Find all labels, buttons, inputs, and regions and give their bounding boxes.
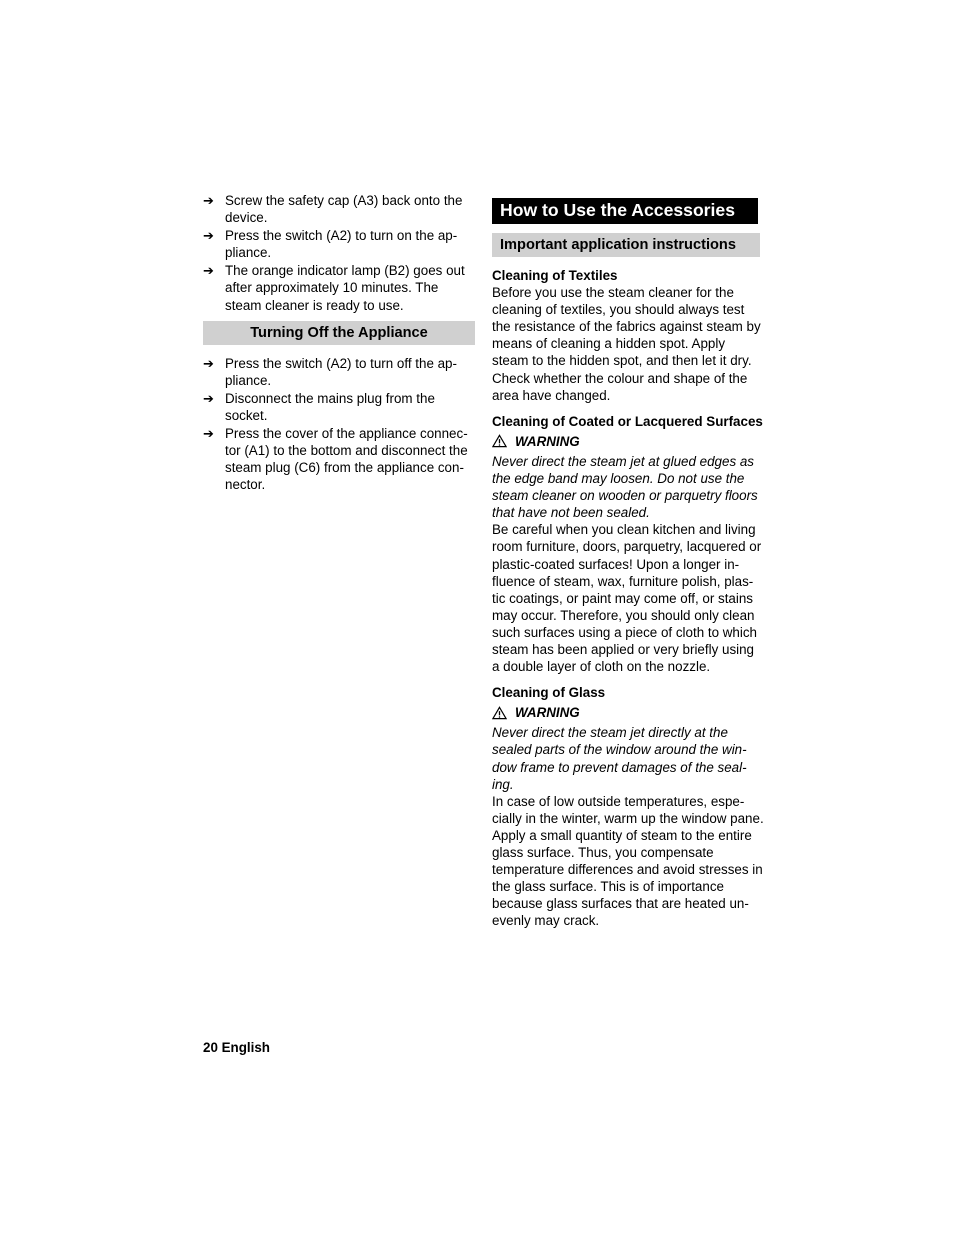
arrow-right-icon: ➔ [203,228,214,244]
arrow-right-icon: ➔ [203,426,214,442]
warning-label: WARNING [492,433,764,450]
subheading-coated: Cleaning of Coated or Lacquered Surfaces [492,413,763,429]
arrow-right-icon: ➔ [203,390,214,406]
paragraph-glass: In case of low outside temperatures, espe-cially in the winter, warm up the window pane. Apply a small quantity of steam to the entire glass surface. Thus, you compensate temperature differences and avoid stresses in the glass surface. This is of importance because glass surfaces that are heated un-evenly may crack. [492,793,764,929]
list-item: ➔ Press the switch (A2) to turn on the ap-pliance. [203,228,458,261]
list-item: ➔ Press the cover of the appliance connec-tor (A1) to the bottom and disconnect the steam plug (C6) from the appliance con-nector. [203,426,468,493]
section-heading-important: Important application instructions [492,233,760,257]
warning-label: WARNING [492,704,764,721]
paragraph-textiles: Before you use the steam cleaner for the cleaning of textiles, you should always test the resistance of the fabrics against steam by means of cleaning a hidden spot. Apply steam to the hidden spot, and then let it dry. Check whether the colour and shape of the area have changed. [492,285,761,403]
left-column [203,192,475,494]
list-item: ➔ Disconnect the mains plug from the socket. [203,390,435,423]
paragraph-coated: Be careful when you clean kitchen and living room furniture, doors, parquetry, lacquered or plastic-coated surfaces! Upon a longer in-fluence of steam, wax, furniture polish, plas-tic coatings, or paint may come off, or stains may occur. Therefore, you should only clean such surfaces using a piece of cloth to which steam has been applied or very briefly using a double layer of cloth on the nozzle. [492,522,762,675]
warning-triangle-icon [492,706,507,720]
arrow-right-icon: ➔ [203,193,214,208]
page-title: How to Use the Accessories [492,198,758,224]
arrow-right-icon: ➔ [203,355,214,371]
subheading-textiles: Cleaning of Textiles [492,268,618,283]
right-column [492,198,764,929]
list-item: ➔ Press the switch (A2) to turn off the ap-pliance. [203,355,457,388]
warning-text: Never direct the steam jet directly at the sealed parts of the window around the win-dow frame to prevent damages of the seal-ing. [492,725,747,792]
warning-triangle-icon [492,434,507,448]
warning-text: Never direct the steam jet at glued edges as the edge band may loosen. Do not use the steam cleaner on wooden or parquetry floors that have not been sealed. [492,453,758,521]
arrow-right-icon: ➔ [203,263,214,279]
list-item: ➔ The orange indicator lamp (B2) goes out after approximately 10 minutes. The steam cleaner is ready to use. [203,263,465,313]
section-heading-turning-off: Turning Off the Appliance [203,321,475,345]
subheading-glass: Cleaning of Glass [492,685,606,701]
list-item: ➔ Screw the safety cap (A3) back onto the device. [203,193,463,226]
page-footer: 20 English [203,1040,270,1055]
